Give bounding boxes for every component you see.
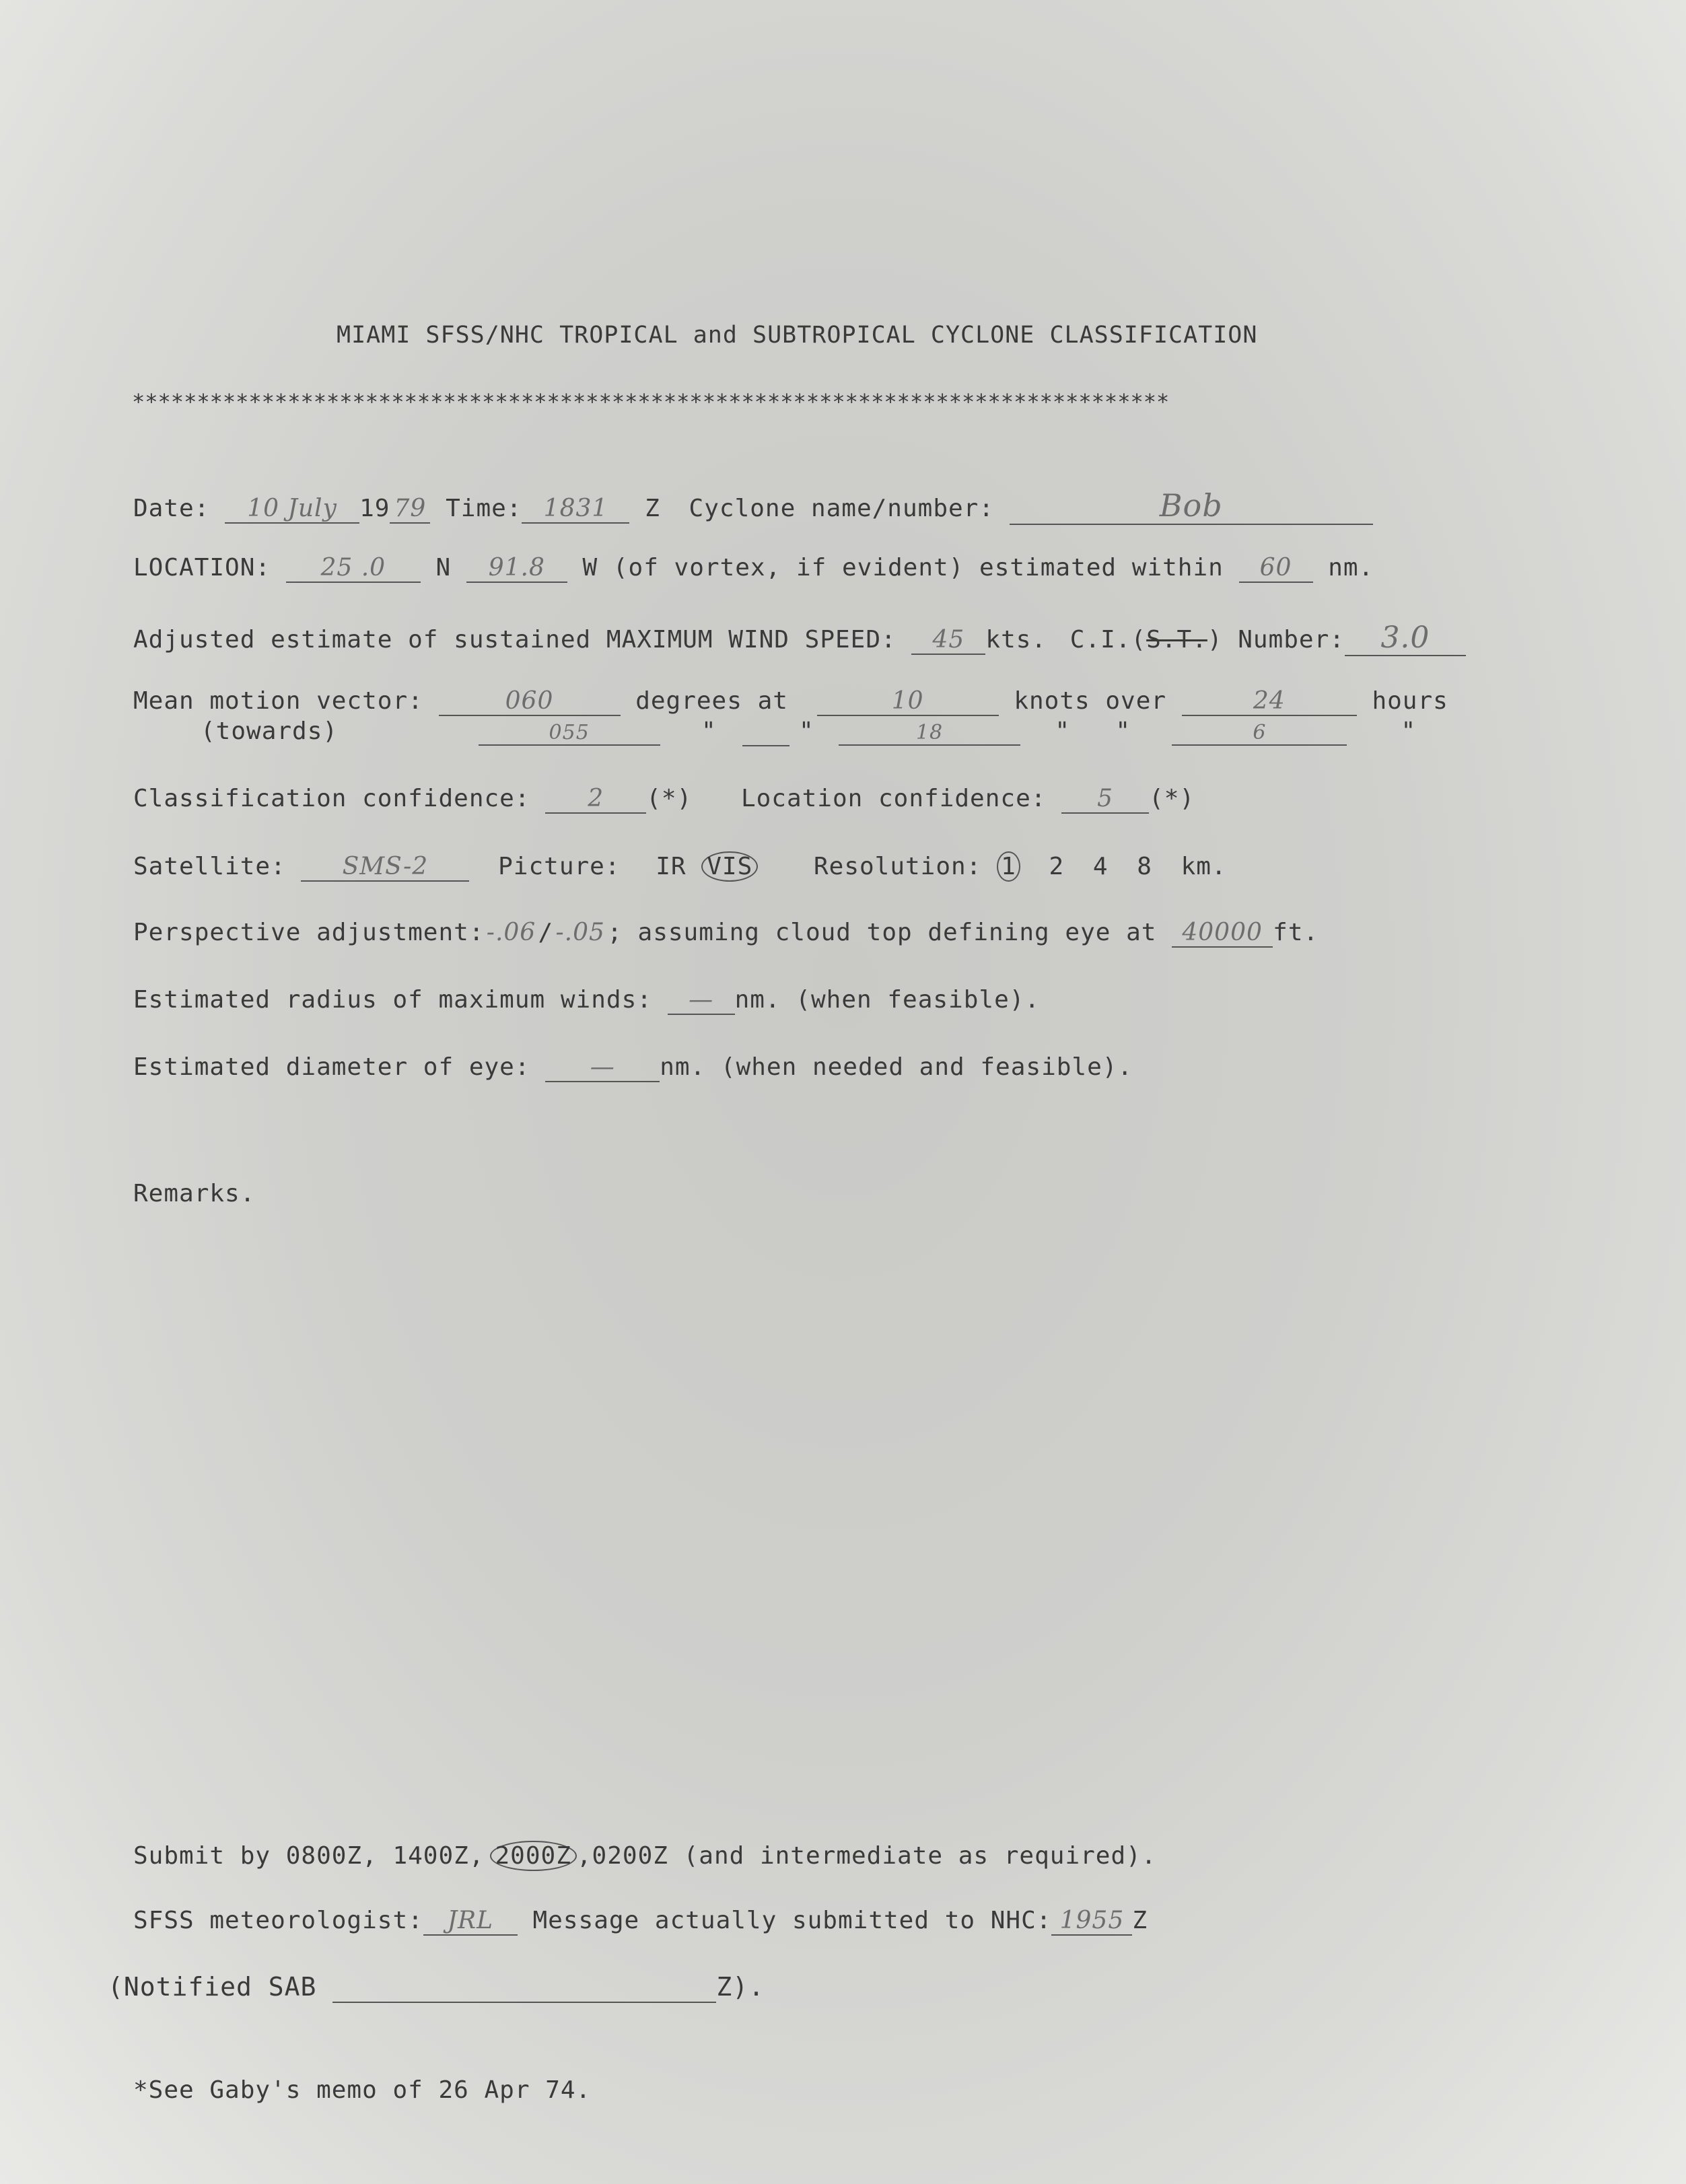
satellite-line [133, 851, 1227, 882]
notified-line [108, 1972, 765, 2003]
ditto-mark: " [1401, 717, 1417, 745]
confidence-line [133, 785, 1195, 814]
motion-hours-2: 6 [1172, 721, 1347, 746]
perspective-value-1: -.06 [486, 919, 536, 946]
radius-value: — [668, 986, 735, 1015]
motion-knots-1: 10 [817, 687, 999, 716]
meteorologist-line [133, 1907, 1148, 1936]
eye-height-value: 40000 [1172, 919, 1273, 948]
motion-degrees-2: 055 [479, 721, 660, 746]
radius-line [133, 986, 1040, 1015]
date-value: 10 July [225, 495, 359, 524]
longitude-suffix: W (of vortex, if evident) estimated within [582, 554, 1224, 582]
footnote: *See Gaby's memo of 26 Apr 74. [133, 2076, 592, 2104]
wind-unit: kts. [985, 626, 1047, 654]
motion-degrees-1: 060 [439, 687, 621, 716]
diameter-label: Estimated diameter of eye: [133, 1053, 530, 1081]
motion-line-1 [133, 687, 1448, 716]
longitude-value: 91.8 [466, 554, 567, 583]
message-time-value: 1955 [1051, 1907, 1132, 1936]
degrees-label: degrees at [635, 687, 788, 715]
submit-time-circled: 2000Z [490, 1841, 577, 1871]
classification-confidence-value: 2 [545, 785, 646, 814]
knots-label: knots over [1014, 687, 1167, 715]
wind-value: 45 [911, 626, 985, 655]
radius-label: Estimated radius of maximum winds: [133, 986, 652, 1014]
year-prefix: 19 [359, 495, 390, 522]
within-unit: nm. [1328, 554, 1374, 582]
ci-number-label: ) Number: [1207, 626, 1345, 654]
perspective-line [133, 919, 1319, 948]
hours-label: hours [1372, 687, 1448, 715]
wind-label: Adjusted estimate of sustained MAXIMUM WIND SPEED: [133, 626, 897, 654]
year-value: 79 [390, 495, 430, 524]
picture-label: Picture: [498, 853, 621, 880]
eye-height-unit: ft. [1273, 919, 1319, 946]
perspective-slash: / [538, 919, 554, 946]
motion-line-2 [133, 717, 1416, 746]
notified-label: (Notified SAB [108, 1972, 317, 2002]
within-value: 60 [1239, 554, 1313, 583]
submit-line [133, 1841, 1156, 1871]
location-confidence-value: 5 [1061, 785, 1149, 814]
satellite-label: Satellite: [133, 853, 286, 880]
motion-knots-2: 18 [839, 721, 1020, 746]
submit-prefix: Submit by 0800Z, 1400Z, [133, 1842, 485, 1870]
ci-label: C.I.( [1069, 626, 1147, 654]
picture-ir: IR [656, 853, 687, 880]
motion-label: Mean motion vector: [133, 687, 423, 715]
perspective-middle-text: ; assuming cloud top defining eye at [607, 919, 1157, 946]
resolution-option-4: 4 [1092, 853, 1109, 880]
ditto-mark: " [701, 717, 717, 745]
message-time-suffix: Z [1132, 1907, 1148, 1934]
message-label: Message actually submitted to NHC: [532, 1907, 1052, 1934]
ditto-mark: " [1115, 717, 1131, 745]
radius-tail: nm. (when feasible). [734, 986, 1041, 1014]
ditto-mark: " [799, 717, 814, 745]
wind-speed-line [133, 621, 1466, 656]
latitude-suffix: N [435, 554, 452, 582]
asterisk-separator: ******************************************************************************** [132, 389, 1170, 415]
remarks-label: Remarks. [133, 1180, 256, 1207]
cyclone-value: Bob [1010, 487, 1373, 525]
ci-number-value: 3.0 [1345, 621, 1466, 656]
location-star: (*) [1149, 785, 1195, 812]
time-suffix: Z [645, 495, 660, 522]
form-title: MIAMI SFSS/NHC TROPICAL and SUBTROPICAL CYCLONE CLASSIFICATION [337, 322, 1258, 349]
diameter-line [133, 1053, 1133, 1082]
meteorologist-label: SFSS meteorologist: [133, 1907, 423, 1934]
meteorologist-value: JRL [423, 1907, 518, 1936]
classification-star: (*) [646, 785, 693, 812]
towards-label: (towards) [201, 717, 339, 745]
resolution-option-2: 2 [1049, 853, 1065, 880]
satellite-value: SMS-2 [301, 853, 469, 882]
resolution-option-8: 8 [1137, 853, 1152, 880]
resolution-label: Resolution: [813, 853, 982, 880]
diameter-value: — [545, 1053, 660, 1082]
classification-confidence-label: Classification confidence: [133, 785, 530, 812]
latitude-value: 25 .0 [286, 554, 421, 583]
date-line [133, 487, 1373, 525]
perspective-value-2: -.05 [555, 919, 605, 946]
perspective-label: Perspective adjustment: [133, 919, 485, 946]
picture-vis-circled: VIS [701, 851, 758, 882]
resolution-unit: km. [1181, 853, 1227, 880]
location-line [133, 554, 1374, 583]
location-confidence-label: Location confidence: [740, 785, 1047, 812]
motion-hours-1: 24 [1182, 687, 1357, 716]
notified-suffix: Z). [716, 1972, 765, 2002]
time-label: Time: [446, 495, 522, 522]
ditto-mark: " [1055, 717, 1071, 745]
diameter-tail: nm. (when needed and feasible). [660, 1053, 1133, 1081]
location-label: LOCATION: [133, 554, 271, 582]
date-label: Date: [133, 495, 210, 522]
resolution-option-1-circled: 1 [997, 851, 1020, 882]
ci-struck-text: S.T. [1146, 626, 1207, 654]
time-value: 1831 [522, 495, 629, 524]
cyclone-label: Cyclone name/number: [689, 495, 995, 522]
submit-suffix: ,0200Z (and intermediate as required). [576, 1842, 1157, 1870]
